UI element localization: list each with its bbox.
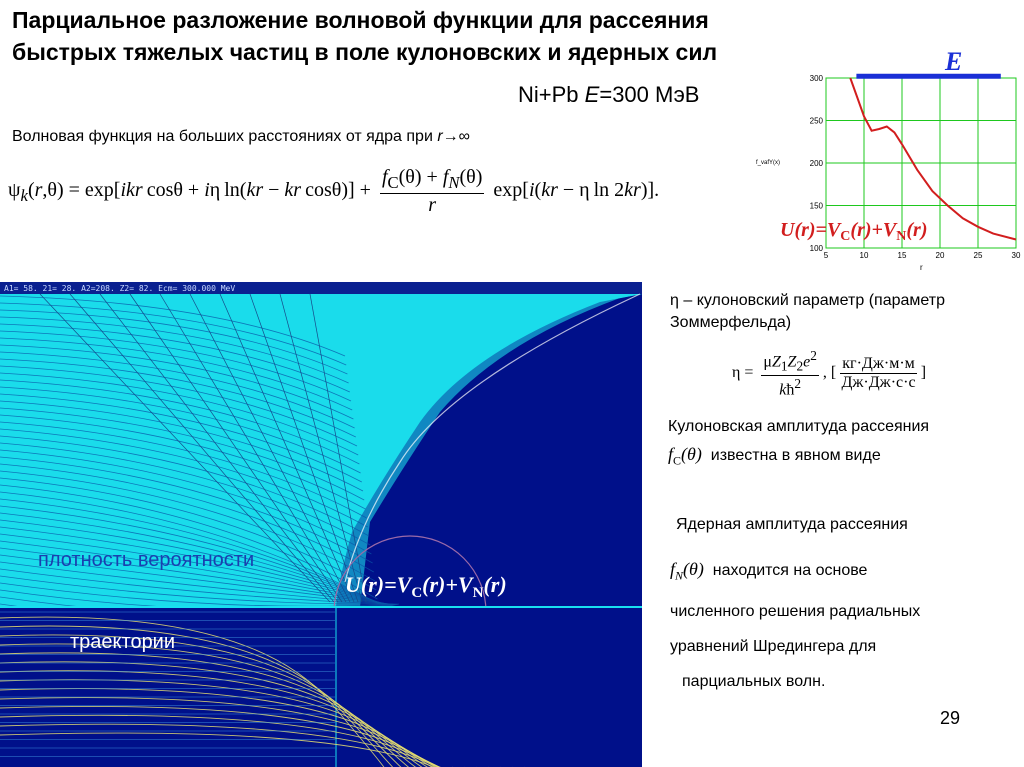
y-tick-label: 200 (809, 159, 823, 168)
fn-line-3: уравнений Шредингера для (670, 637, 877, 655)
scattering-simulation (0, 282, 642, 767)
wavefunction-label: Волновая функция на больших расстояниях от ядра при r→∞ (12, 128, 471, 145)
x-tick-label: 10 (859, 251, 869, 260)
nuclear-amplitude-label: Ядерная амплитуда рассеяния (676, 516, 908, 533)
fn-line-1: находится на основе (712, 562, 868, 579)
x-tick-label: 25 (973, 251, 983, 260)
page-number: 29 (940, 708, 961, 728)
energy-label: E (945, 47, 963, 76)
eta-formula: η = $\frac{\mu Z_1Z_2e^2}{kħ^2}$ , [ $\frac{кг\cdot Дж\cdot м\cdot м}{Дж\cdot Дж\cdot с\cdot с}$ ] (732, 348, 927, 398)
title-line-2: быстрых тяжелых частиц в поле кулоновских и ядерных сил (12, 39, 718, 65)
y-tick-label: 300 (809, 74, 823, 83)
wavefunction-formula: $\psi_k(r,\theta) = \exp[ikr$ cosθ + iη ln(kr − kr cosθ)] + $\frac{f_C(\theta) + f_N(\theta)}{r}$ exp[i(kr − η ln 2kr)]. (8, 166, 660, 216)
fn-line-4: парциальных волн. (682, 672, 826, 690)
sim-potential-label: $U(r)=V_C(r)+V_N(r)$ (345, 572, 507, 601)
fn-symbol: $f_N(\theta)$ (670, 559, 704, 583)
eta-definition: η – кулоновский параметр (параметр Зоммерфельда) (670, 292, 945, 331)
x-tick-label: 30 (1011, 251, 1021, 260)
page-title (12, 4, 772, 68)
x-tick-label: 15 (897, 251, 907, 260)
y-tick-label: 100 (809, 244, 823, 253)
x-tick-label: 20 (935, 251, 945, 260)
sim-label-density: плотность вероятности (38, 549, 255, 571)
y-tick-label: 150 (809, 201, 823, 211)
y-tick-label: 250 (809, 116, 823, 126)
chart-xlabel: r (920, 263, 923, 272)
sim-header: A1= 58. 21= 28. A2=208. Z2= 82. Ecm= 300.000 MeV (4, 284, 236, 293)
chart-ylabel: f_vafY(x) (756, 160, 781, 166)
potential-chart (756, 47, 1022, 274)
coulomb-amplitude-label: Кулоновская амплитуда рассеяния (668, 418, 930, 435)
title-line-1: Парциальное разложение волновой функции для рассеяния (12, 7, 709, 33)
fn-line-2: численного решения радиальных (670, 602, 921, 620)
inset-potential-label: $U(r)=V_C(r)+V_N(r)$ (780, 219, 928, 244)
fc-symbol: $f_C(\theta)$ (668, 444, 702, 468)
nuclear-amplitude-text (670, 552, 1020, 699)
fc-known: известна в явном виде (710, 447, 881, 464)
reaction-label: Ni+Pb E=300 МэВ (518, 82, 700, 107)
fc-line (668, 444, 881, 469)
sim-label-trajectories: траектории (70, 631, 176, 653)
x-tick-label: 5 (823, 251, 829, 260)
